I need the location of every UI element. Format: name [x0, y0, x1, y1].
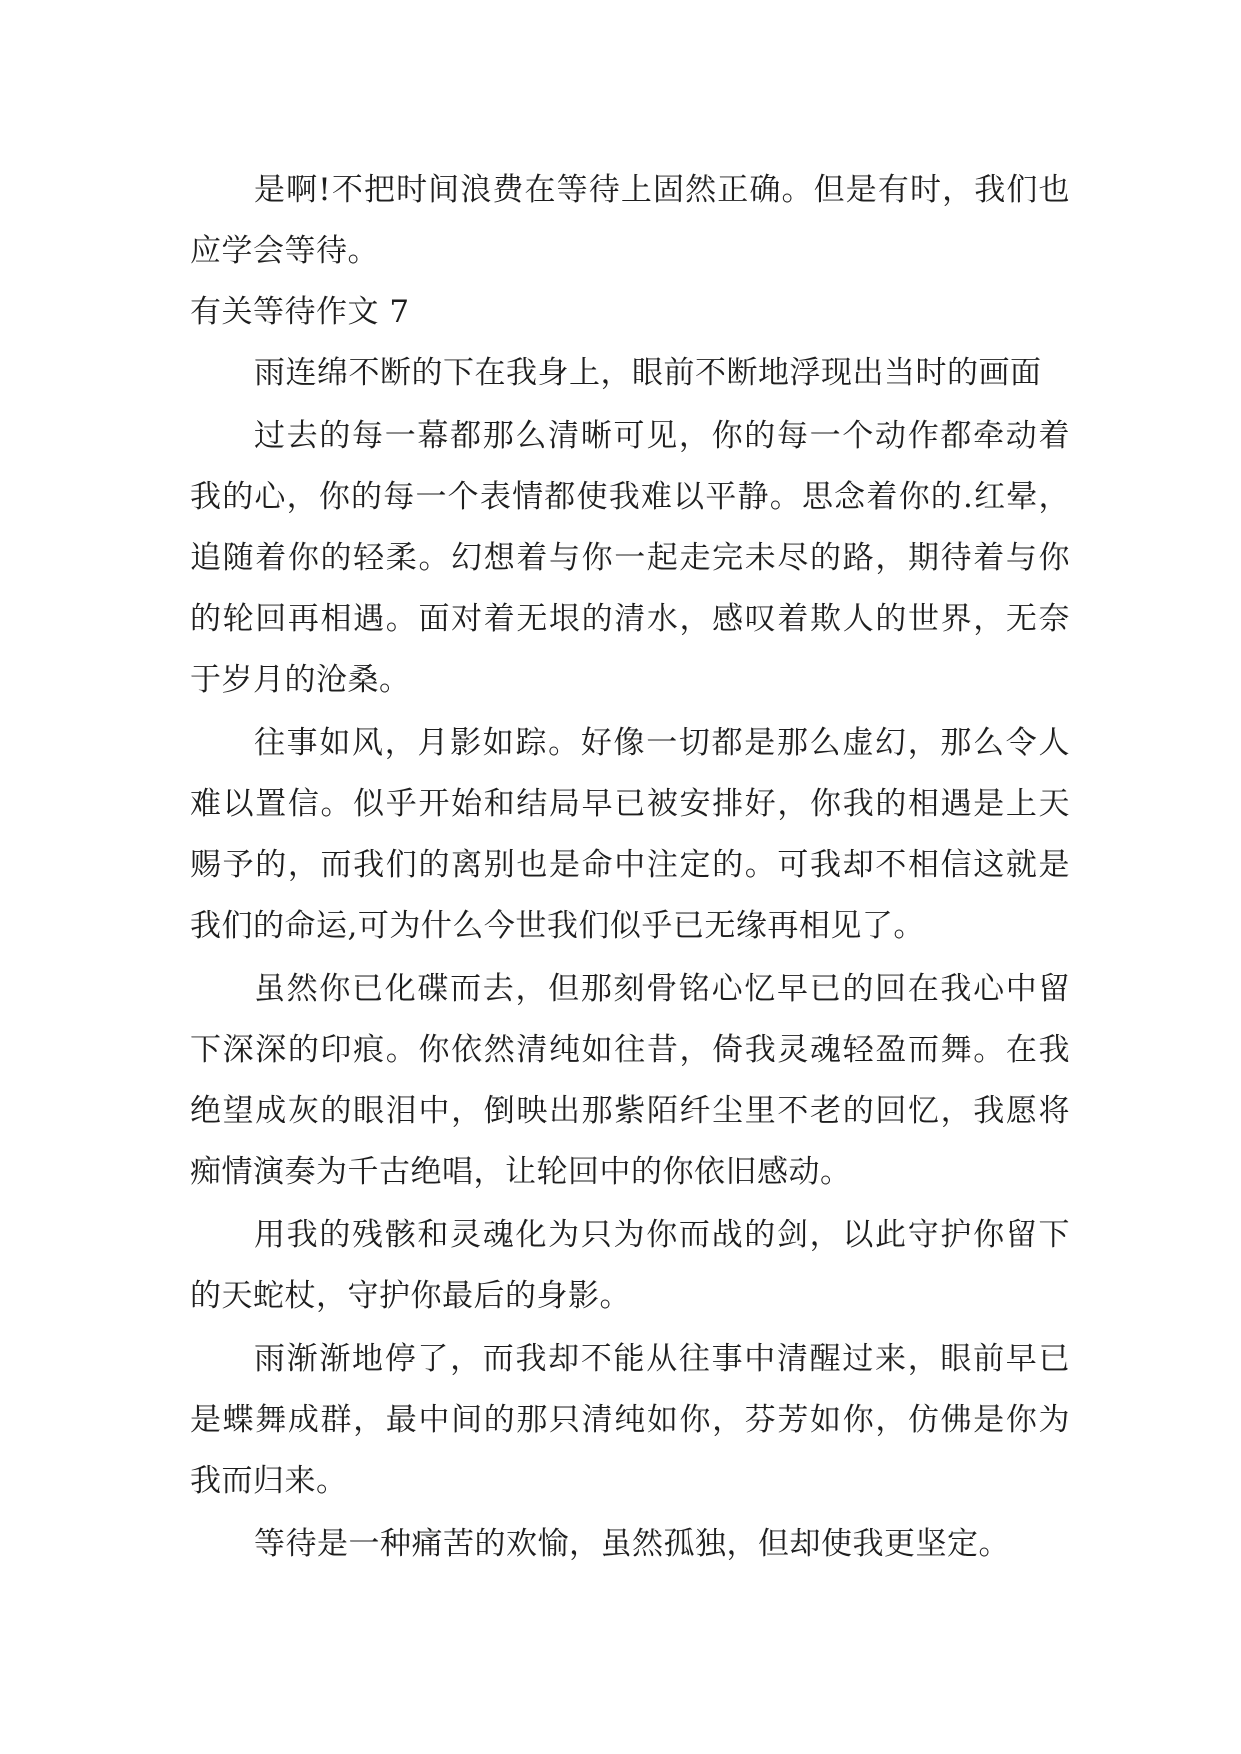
paragraph: 用我的残骸和灵魂化为只为你而战的剑，以此守护你留下的天蛇杖，守护你最后的身影。 [190, 1217, 1070, 1314]
paragraph: 虽然你已化碟而去，但那刻骨铭心忆早已的回在我心中留下深深的印痕。你依然清纯如往昔，倚我灵魂轻盈而舞。在我绝望成灰的眼泪中，倒映出那紫陌纤尘里不老的回忆，我愿将痴情演奏为千古绝唱，让轮回中的你依旧感动。 [190, 971, 1070, 1190]
paragraph: 等待是一种痛苦的欢愉，虽然孤独，但却使我更坚定。 [254, 1526, 1010, 1562]
paragraph: 雨连绵不断的下在我身上，眼前不断地浮现出当时的画面 [254, 355, 1042, 391]
document-body [190, 160, 1070, 1575]
section-heading: 有关等待作文 7 [190, 294, 410, 330]
paragraph: 是啊!不把时间浪费在等待上固然正确。但是有时，我们也应学会等待。 [190, 172, 1070, 269]
paragraph: 过去的每一幕都那么清晰可见，你的每一个动作都牵动着我的心，你的每一个表情都使我难以平静。思念着你的.红晕，追随着你的轻柔。幻想着与你一起走完未尽的路，期待着与你的轮回再相遇。面对着无垠的清水，感叹着欺人的世界，无奈于岁月的沧桑。 [190, 418, 1070, 698]
paragraph: 往事如风，月影如踪。好像一切都是那么虚幻，那么令人难以置信。似乎开始和结局早已被安排好，你我的相遇是上天赐予的，而我们的离别也是命中注定的。可我却不相信这就是我们的命运,可为什么今世我们似乎已无缘再相见了。 [190, 725, 1070, 944]
paragraph: 雨渐渐地停了，而我却不能从往事中清醒过来，眼前早已是蝶舞成群，最中间的那只清纯如你，芬芳如你，仿佛是你为我而归来。 [190, 1341, 1070, 1499]
